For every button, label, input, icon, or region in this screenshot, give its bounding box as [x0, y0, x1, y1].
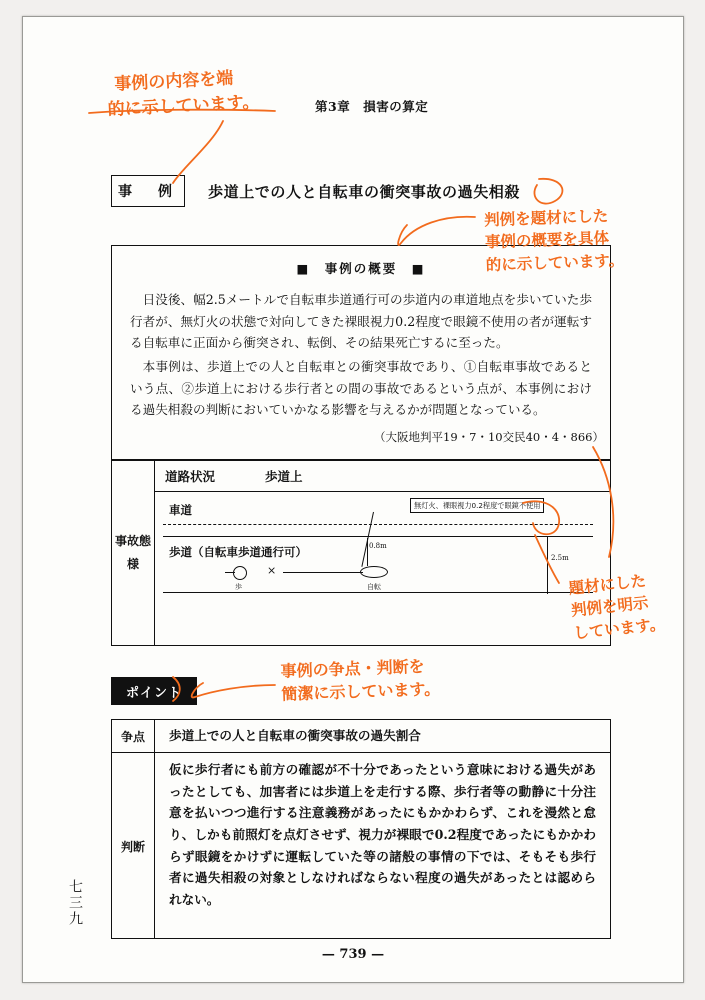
diagram-arrow-left [225, 572, 235, 573]
diagram-roadway-label: 車道 [169, 503, 192, 517]
case-outline-box [111, 245, 611, 460]
point-judgment-key: 判断 [112, 753, 155, 939]
accident-situation-label: 事故態様 [112, 461, 155, 645]
case-outline-paragraph: 本事例は、歩道上での人と自転車との衝突事故であり、①自転車事故であるという点、②歩道上における歩行者との間の事故であるという点が、本事例における過失相殺の判断においていかなる影響を与えるかが問題となっている。 [130, 358, 592, 418]
road-condition-key: 道路状況 [165, 469, 216, 484]
diagram-callout: 無灯火、裸眼視力0.2程度で眼鏡不使用 [410, 498, 544, 513]
point-judgment-value: 仮に歩行者にも前方の確認が不十分であったという意味における過失があったとしても、加害者には歩道上を走行する際、歩行者等の動静に十分注意を払いつつ進行する注意義務があったにもかかわらず、これを漫然と怠り、しかも前照灯を点灯させず、視力が裸眼で0.2程度であったにもかかわらず眼鏡をかけずに運転していた等の諸般の事情の下では、そもそも歩行者に過失相殺の対象としなければならない程度の過失があったとは認められない。 [169, 762, 596, 907]
annotation-note-citation: 題材にした 判例を明示 しています。 [567, 570, 666, 643]
case-citation: （大阪地判平19・7・10交民40・4・866） [374, 429, 604, 444]
diagram-road-center-dashed [163, 524, 593, 525]
diagram-sidewalk-bottom-line [163, 592, 593, 593]
case-outline-body [130, 289, 592, 421]
point-issue-key: 争点 [112, 720, 155, 752]
case-title: 歩道上での人と自転車の衝突事故の過失相殺 [208, 183, 521, 201]
case-label-box: 事 例 [111, 175, 185, 207]
annotation-note-point: 事例の争点・判断を 簡潔に示しています。 [280, 656, 441, 704]
diagram-pedestrian-label: 歩 [235, 583, 242, 591]
point-table [111, 719, 611, 939]
diagram-dim-left-line [367, 538, 368, 566]
point-judgment-row [112, 753, 610, 939]
chapter-header: 第3章 損害の算定 [315, 99, 429, 114]
point-issue-row [112, 720, 610, 753]
printed-content [23, 17, 683, 982]
diagram-collision-mark: × [267, 564, 277, 577]
accident-situation-content [155, 461, 610, 645]
diagram-bicycle-label: 自転 [367, 583, 381, 591]
annotation-note-outline: 判例を題材にした 事例の概要を具体 的に示しています。 [483, 206, 625, 275]
diagram-dim-right-line [547, 536, 548, 594]
diagram-pedestrian-marker [233, 566, 247, 580]
document-page [22, 16, 684, 983]
road-condition-value: 歩道上 [265, 469, 303, 484]
diagram-dim-left-label: 0.8m [369, 542, 387, 550]
side-page-number: 七三九 [67, 879, 83, 927]
accident-diagram [155, 492, 610, 645]
diagram-dim-right-label: 2.5m [551, 554, 569, 562]
diagram-road-edge-line [163, 536, 593, 537]
diagram-arrow-right [283, 572, 363, 573]
case-outline-paragraph: 日没後、幅2.5メートルで自転車歩道通行可の歩道内の車道地点を歩いていた歩行者が、無灯火の状態で対向してきた裸眼視力0.2程度で眼鏡不使用の者が運転する自転車に正面から衝突され、転倒、その結果死亡するに至った。 [130, 292, 592, 351]
road-condition-row [155, 461, 610, 492]
accident-situation-table [111, 460, 611, 646]
point-issue-value: 歩道上での人と自転車の衝突事故の過失割合 [169, 728, 421, 744]
annotation-note-case-summary: 事例の内容を端 的に示しています。 [107, 68, 260, 120]
diagram-sidewalk-label: 歩道（自転車歩道通行可） [169, 545, 307, 559]
point-label-box: ポイント [111, 677, 197, 705]
diagram-bicycle-marker [360, 566, 388, 578]
case-outline-heading: ■ 事例の概要 ■ [296, 261, 426, 276]
bottom-page-number: — 739 — [321, 947, 385, 962]
